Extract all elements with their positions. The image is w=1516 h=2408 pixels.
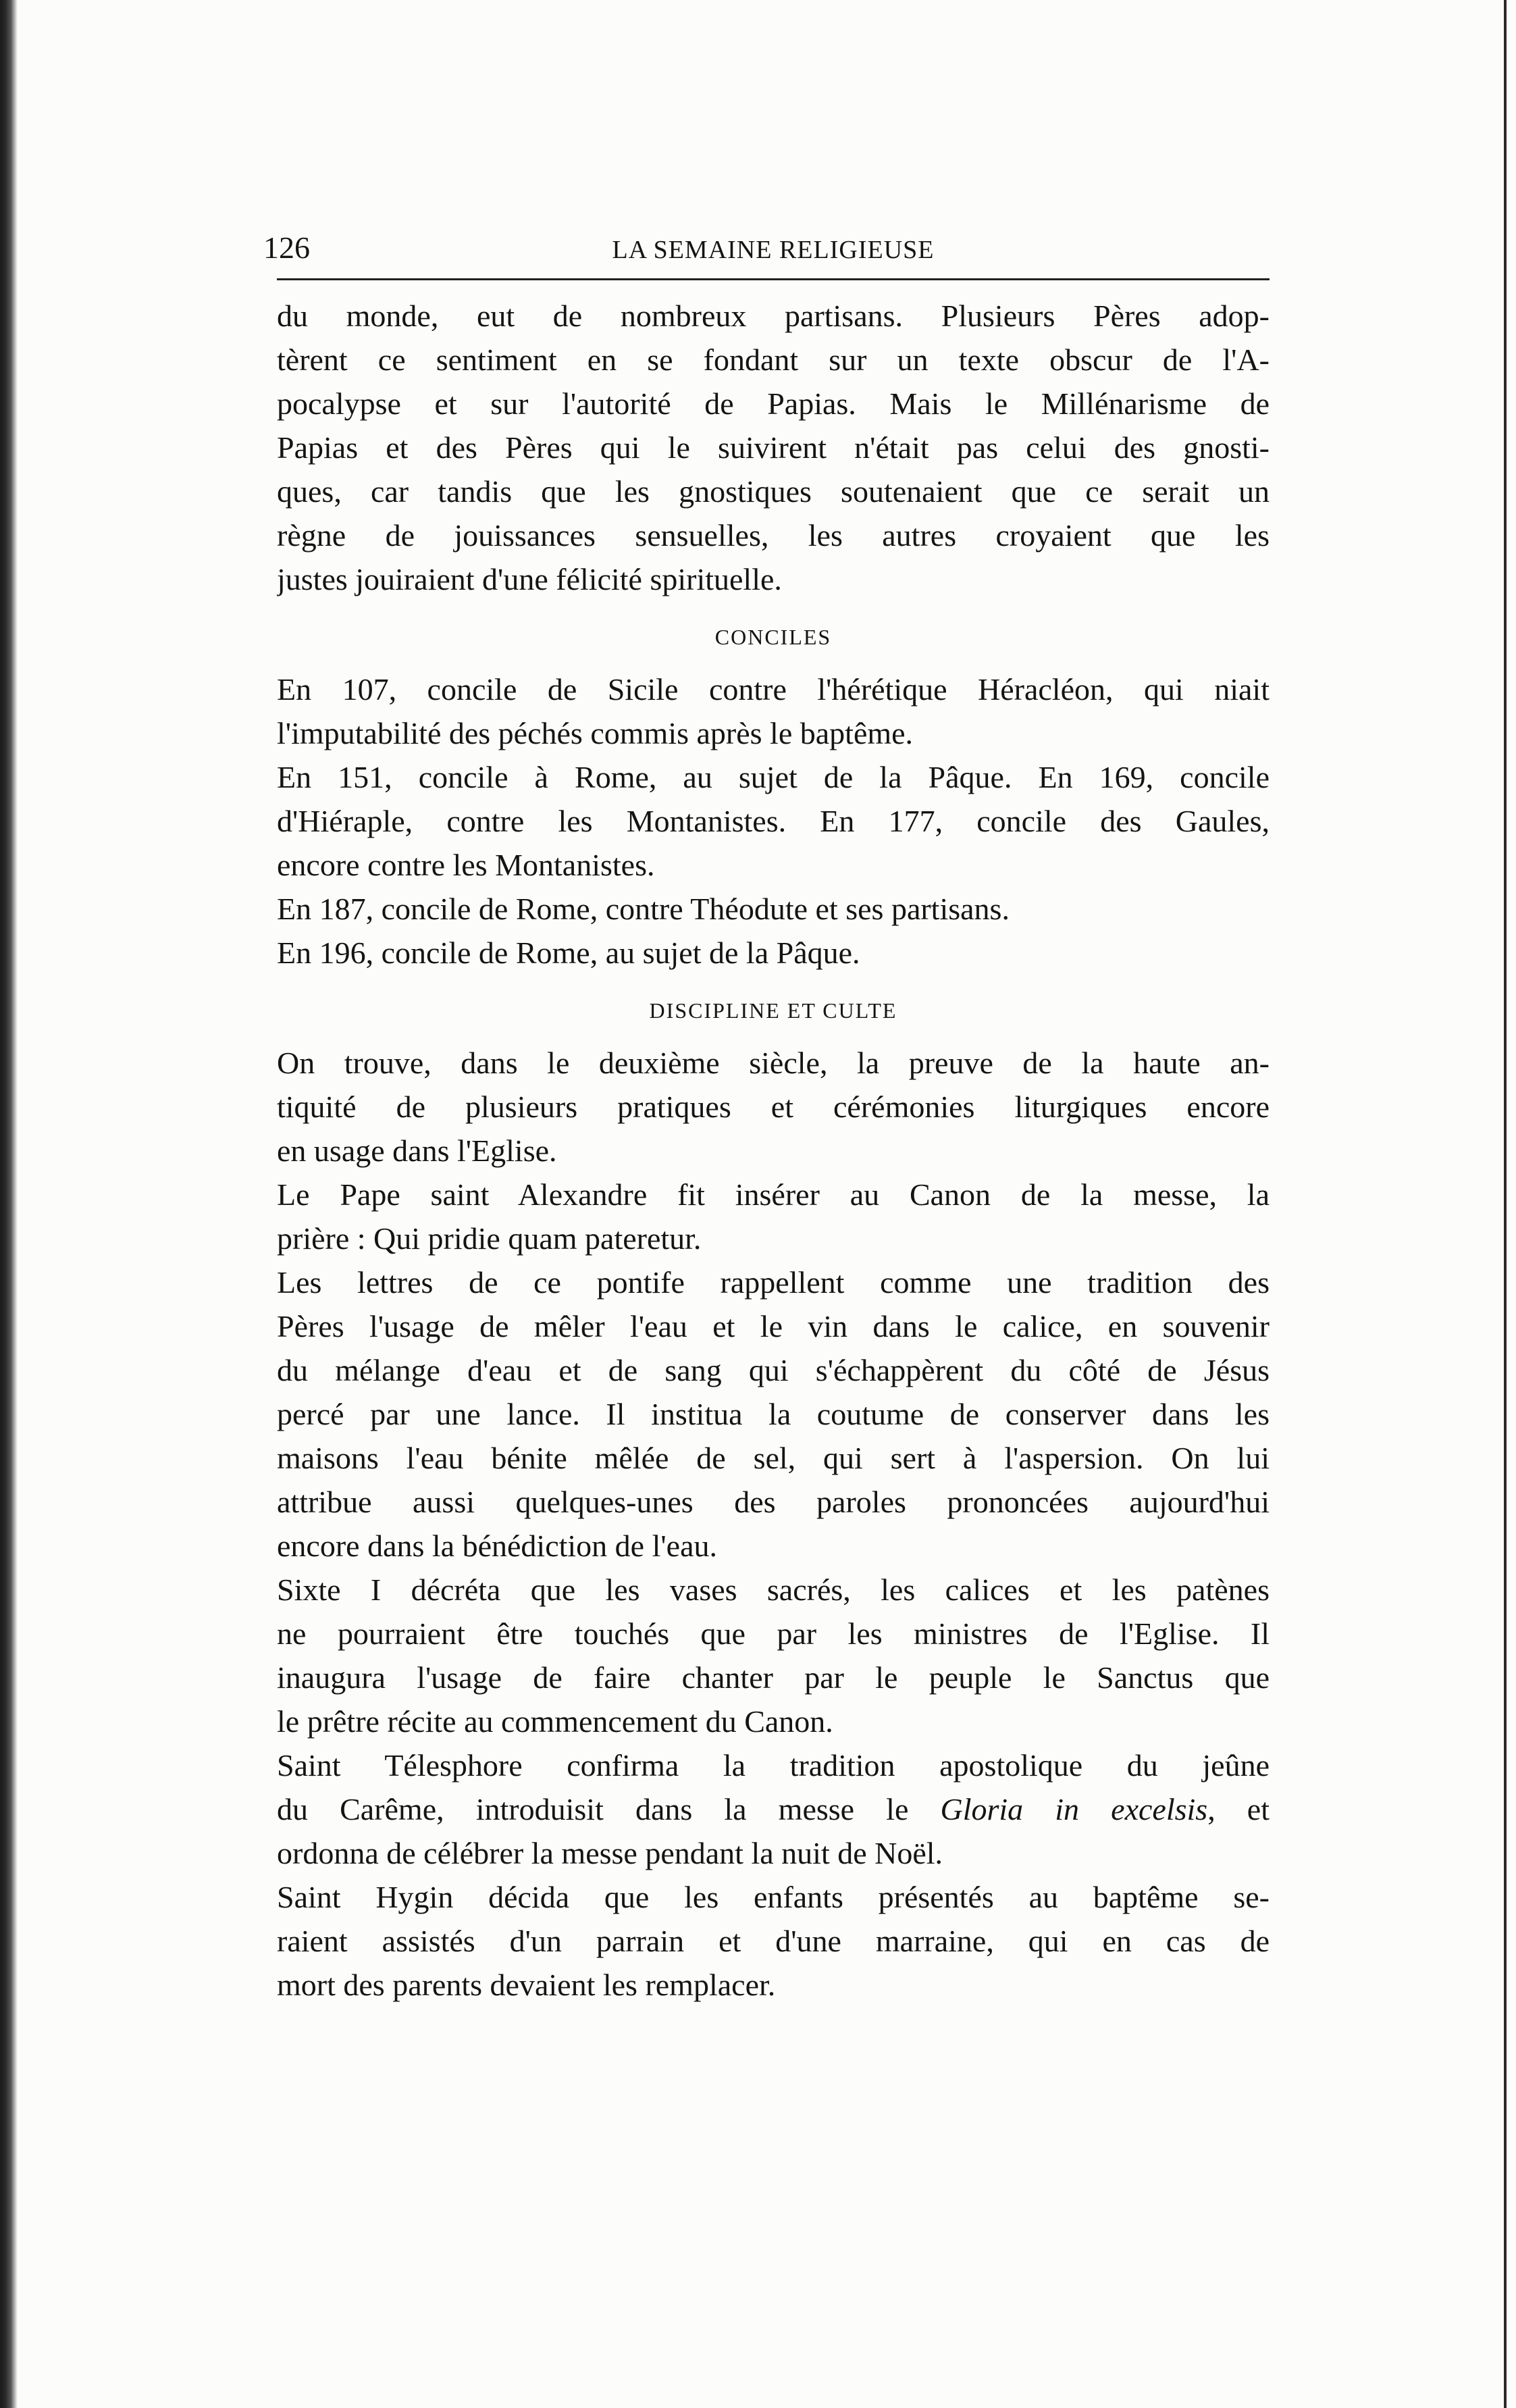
intro-paragraph [277,294,1270,601]
text-line: raient assistés d'un parrain et d'une marraine, qui en cas de [277,1924,1270,1958]
text-line: du monde, eut de nombreux partisans. Plusieurs Pères adop- [277,299,1270,333]
gloria-line-end: , et [1207,1792,1270,1826]
text-line: En 187, concile de Rome, contre Théodute et ses partisans. [277,892,1010,926]
text-line: inaugura l'usage de faire chanter par le peuple le Sanctus que [277,1660,1270,1695]
text-line: tèrent ce sentiment en se fondant sur un texte obscur de l'A- [277,342,1270,377]
scan-right-edge [1504,0,1507,2408]
text-line: du mélange d'eau et de sang qui s'échappèrent du côté de Jésus [277,1353,1270,1387]
gloria-line-text: du Carême, introduisit dans la messe le [277,1792,941,1826]
gloria-in-excelsis: Gloria in excelsis [940,1792,1208,1826]
text-line: En 196, concile de Rome, au sujet de la Pâque. [277,936,860,970]
text-line: Sixte I décréta que les vases sacrés, les calices et les patènes [277,1572,1270,1607]
section-heading-conciles: CONCILES [714,625,832,649]
text-line: pocalypse et sur l'autorité de Papias. Mais le Millénarisme de [277,386,1270,421]
text-line: le prêtre récite au commencement du Canon. [277,1704,833,1739]
text-line: attribue aussi quelques-unes des paroles prononcées aujourd'hui [277,1485,1270,1519]
text-line: percé par une lance. Il institua la coutume de conserver dans les [277,1397,1270,1431]
text-line: mort des parents devaient les remplacer. [277,1968,776,2002]
book-page [263,230,1270,2007]
text-line: d'Hiéraple, contre les Montanistes. En 177, concile des Gaules, [277,804,1270,838]
text-line: justes jouiraient d'une félicité spirituelle. [277,562,782,596]
text-line: ques, car tandis que les gnostiques soutenaient que ce serait un [277,474,1270,509]
text-line: tiquité de plusieurs pratiques et cérémonies liturgiques encore [277,1090,1270,1124]
text-line: en usage dans l'Eglise. [277,1133,557,1168]
text-line: Le Pape saint Alexandre fit insérer au Canon de la messe, la [277,1177,1270,1212]
page-header [263,230,1270,277]
text-line: Pères l'usage de mêler l'eau et le vin dans le calice, en souvenir [277,1309,1270,1343]
page-number: 126 [263,230,310,265]
text-line: En 151, concile à Rome, au sujet de la Pâque. En 169, concile [277,760,1270,794]
text-line: encore dans la bénédiction de l'eau. [277,1529,717,1563]
text-line: Saint Hygin décida que les enfants présentés au baptême se- [277,1880,1270,1914]
text-line: encore contre les Montanistes. [277,848,655,882]
section-heading-discipline-culte: DISCIPLINE ET CULTE [649,998,897,1023]
section-discipline-body [277,1041,1270,2007]
text-line: ordonna de célébrer la messe pendant la nuit de Noël. [277,1836,943,1870]
text-line: l'imputabilité des péchés commis après le baptême. [277,716,914,750]
text-line: Papias et des Pères qui le suivirent n'était pas celui des gnosti- [277,430,1270,465]
text-line-gloria [277,1787,1270,1831]
text-line: maisons l'eau bénite mêlée de sel, qui sert à l'aspersion. On lui [277,1441,1270,1475]
text-line: règne de jouissances sensuelles, les autres croyaient que les [277,518,1270,553]
text-line: En 107, concile de Sicile contre l'hérétique Héracléon, qui niait [277,672,1270,707]
running-title: LA SEMAINE RELIGIEUSE [612,236,935,264]
text-line: Saint Télesphore confirma la tradition apostolique du jeûne [277,1748,1270,1783]
scan-binding-edge [0,0,18,2408]
text-line: ne pourraient être touchés que par les ministres de l'Eglise. Il [277,1616,1270,1651]
header-rule [277,278,1270,280]
text-line: Les lettres de ce pontife rappellent comme une tradition des [277,1265,1270,1300]
text-line: On trouve, dans le deuxième siècle, la preuve de la haute an- [277,1046,1270,1080]
section-conciles-body [277,667,1270,975]
text-line: prière : Qui pridie quam pateretur. [277,1221,702,1256]
